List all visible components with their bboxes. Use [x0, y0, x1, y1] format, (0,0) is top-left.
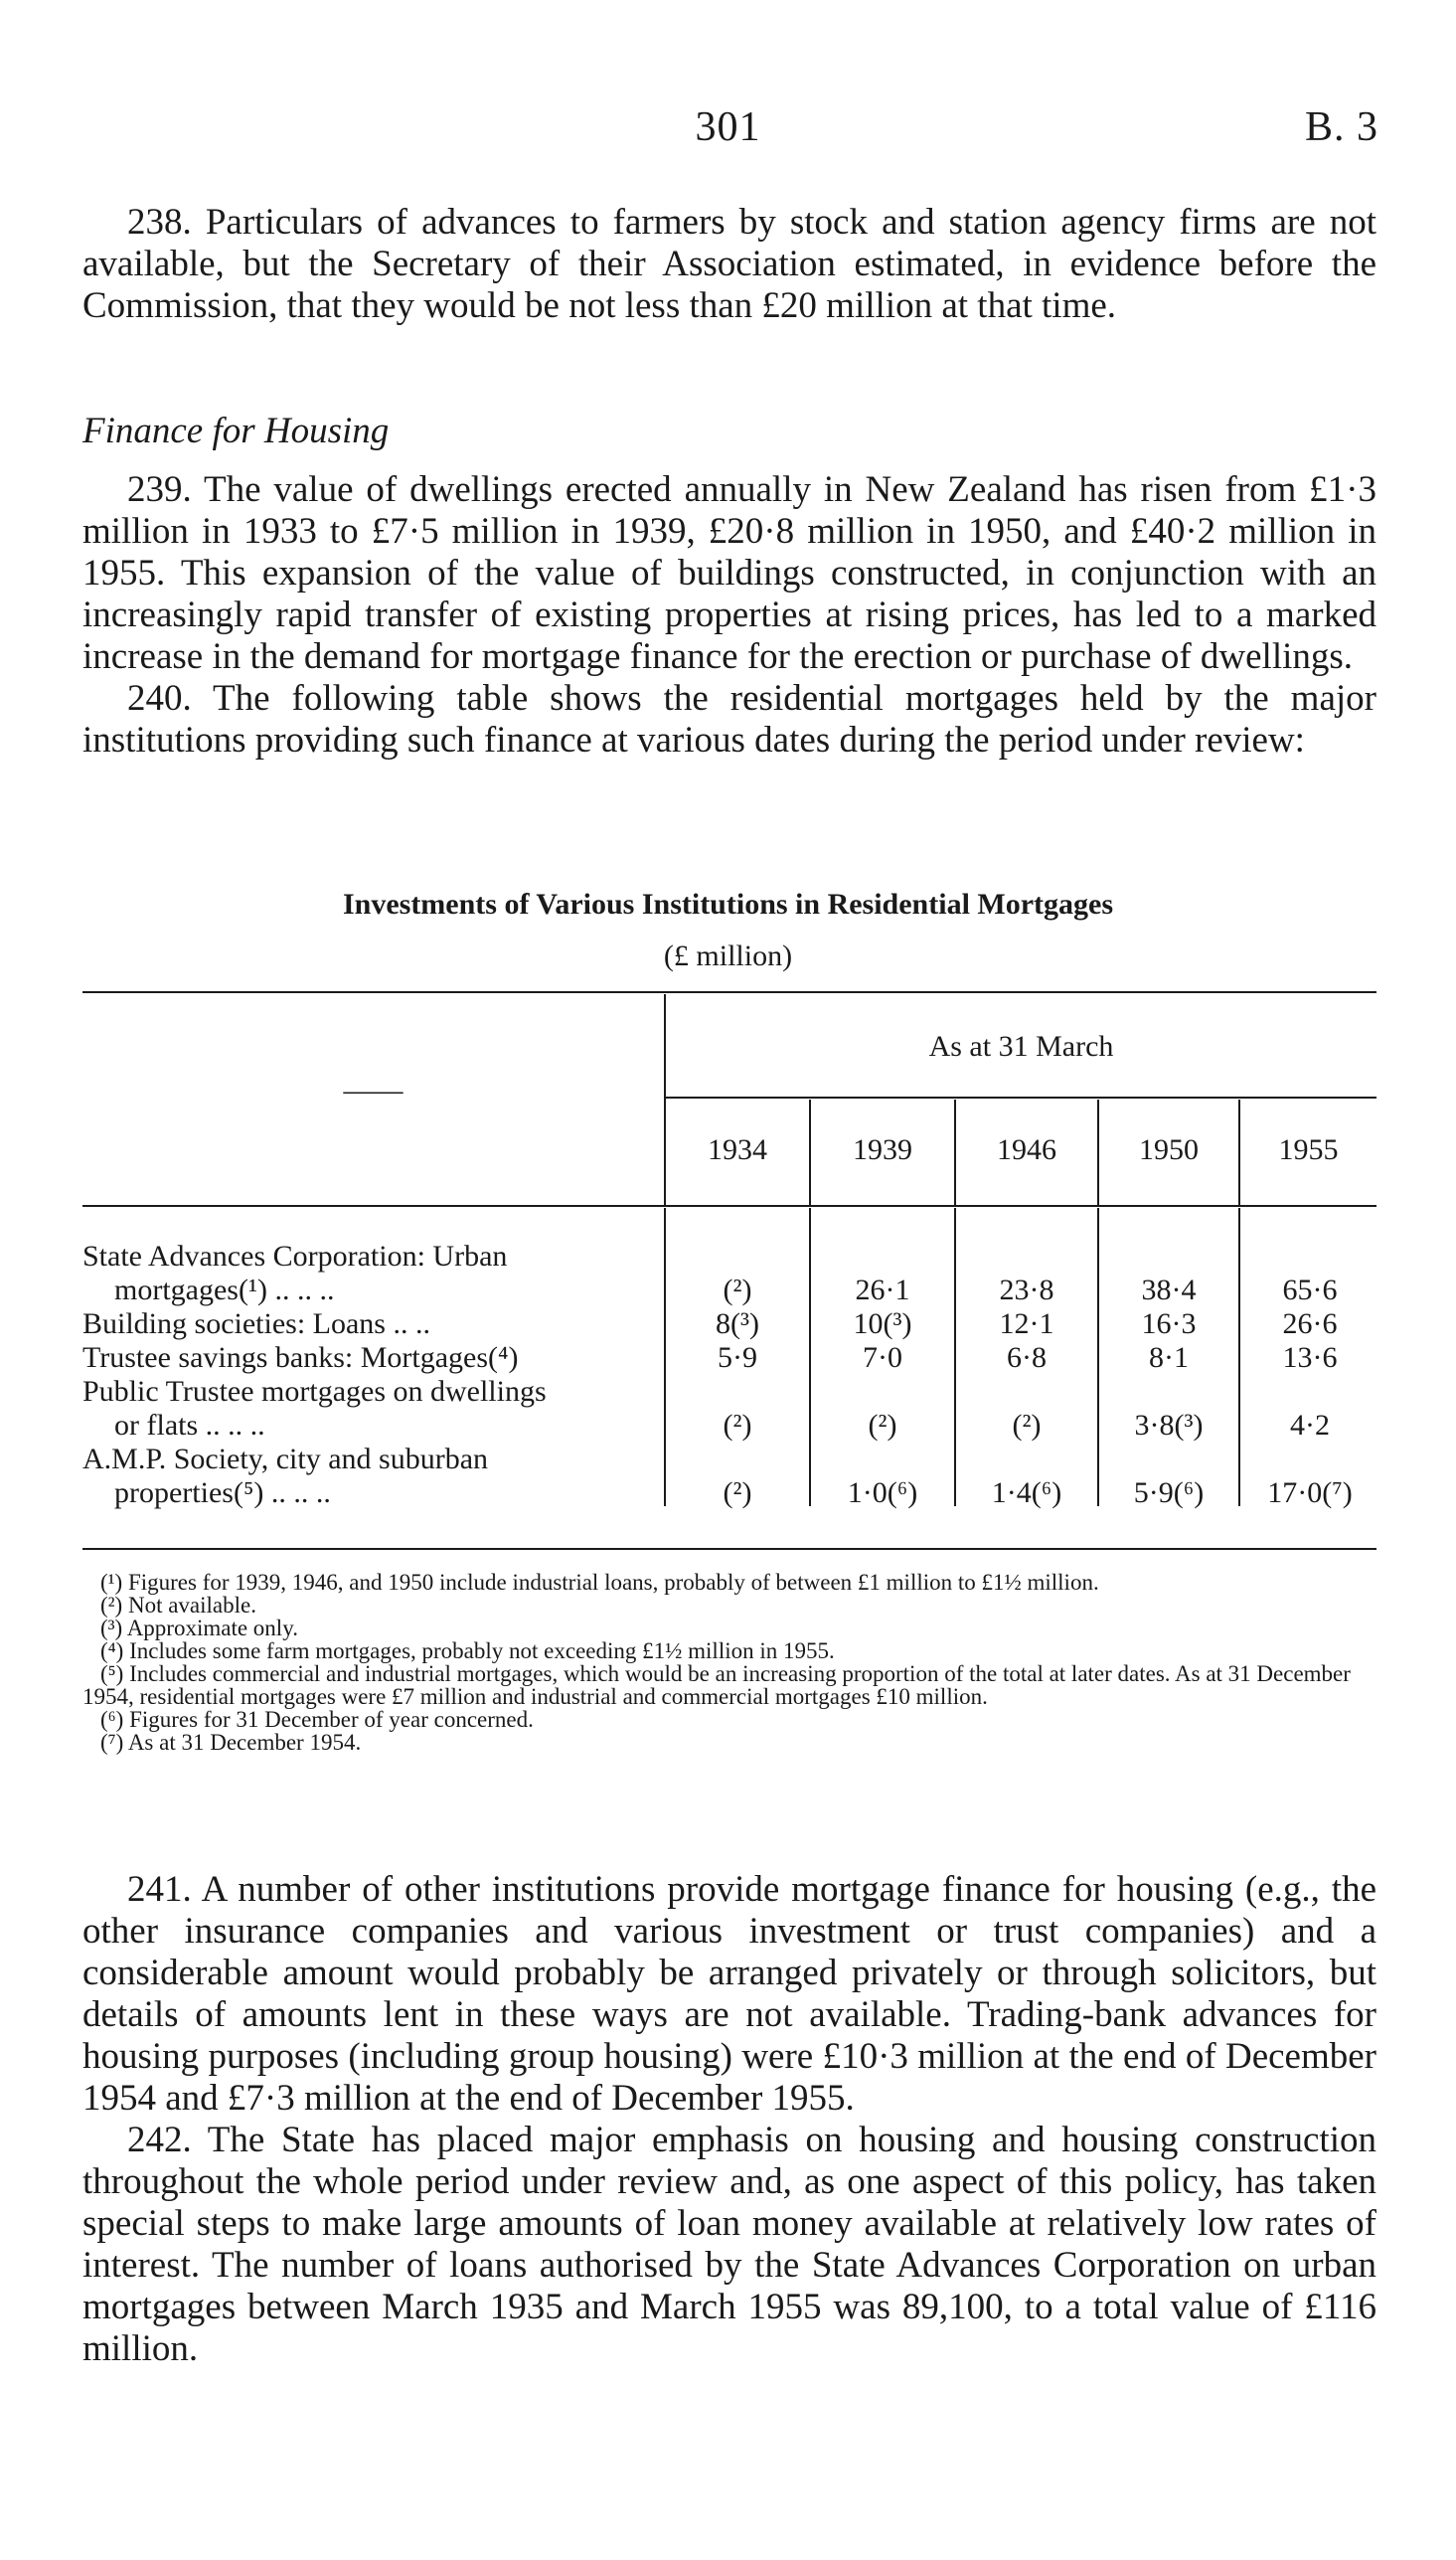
table-cell: 26·1: [855, 1274, 910, 1306]
footnote-3: (³) Approximate only.: [100, 1616, 298, 1640]
table-cell: 12·1: [999, 1307, 1054, 1340]
row-label-state-advances: [82, 1240, 639, 1307]
table-group-header: As at 31 March: [928, 1030, 1114, 1063]
paragraph-block-mid: [82, 469, 1376, 762]
table-cell: 6·8: [1007, 1341, 1047, 1374]
paragraph-238: 238. Particulars of advances to farmers by stock and station agency firms are not available, but the Secretary of their Association estimated, in evidence before the Commission, that they would be not less than £20 million at that time.: [82, 202, 1376, 326]
column-header-1950: 1950: [1139, 1133, 1199, 1166]
table-cell: (²): [1012, 1409, 1042, 1442]
table-stub-header: ——: [343, 1074, 404, 1107]
table-cell: 23·8: [999, 1274, 1054, 1306]
table-cell: 65·6: [1282, 1274, 1338, 1306]
document-reference: B. 3: [1304, 104, 1378, 150]
row-label-line: A.M.P. Society, city and suburban: [82, 1443, 489, 1475]
table-cell: (²): [723, 1409, 752, 1442]
table-cell: (²): [723, 1274, 752, 1306]
paragraph-241: 241. A number of other institutions provide mortgage finance for housing (e.g., the other insurance companies and various investment or trust companies) and a considerable amount would probably be arranged privately or through solicitors, but details of amounts lent in these ways are not available. Trading-bank advances for housing purposes (including group housing) were £10·3 million at the end of December 1954 and £7·3 million at the end of December 1955.: [82, 1869, 1376, 2119]
table-cell: 4·2: [1290, 1409, 1330, 1442]
table-body-divider-2: [954, 1208, 956, 1506]
table-cell: 17·0(⁷): [1267, 1476, 1353, 1509]
row-label-building-societies: [82, 1307, 639, 1341]
paragraph-242: 242. The State has placed major emphasis on housing and housing construction throughout the whole period under review and, as one aspect of this policy, has taken special steps to make large amounts of loan money available at relatively low rates of interest. The number of loans authorised by the State Advances Corporation on urban mortgages between March 1935 and March 1955 was 89,100, to a total value of £116 million.: [82, 2120, 1376, 2369]
table-cell: 38·4: [1141, 1274, 1197, 1306]
footnote-7: (⁷) As at 31 December 1954.: [100, 1730, 362, 1755]
table-footnotes: [82, 1571, 1376, 1754]
table-top-rule: [82, 991, 1376, 993]
table-cell: 16·3: [1141, 1307, 1197, 1340]
row-label-trustee-savings-banks: [82, 1341, 639, 1375]
column-header-1939: 1939: [853, 1133, 912, 1166]
table-cell: 3·8(³): [1134, 1409, 1204, 1442]
table-stub-divider: [664, 994, 666, 1205]
table-body-divider-0: [664, 1208, 666, 1506]
row-label-line: Building societies: Loans .. ..: [82, 1307, 430, 1340]
column-header-1955: 1955: [1278, 1133, 1339, 1166]
paragraph-240: 240. The following table shows the residential mortgages held by the major institutions providing such finance at various dates during the period under review:: [82, 678, 1376, 761]
row-label-line: mortgages(¹) .. .. ..: [114, 1274, 335, 1306]
table-bottom-rule: [82, 1548, 1376, 1550]
row-label-line: properties(⁵) .. .. ..: [114, 1476, 331, 1509]
table-body-divider-1: [809, 1208, 811, 1506]
table-cell: 26·6: [1282, 1307, 1338, 1340]
table-cell: (²): [723, 1476, 752, 1509]
page-number: 301: [695, 104, 761, 150]
table-cell: 7·0: [863, 1341, 902, 1374]
table-cell: (²): [868, 1409, 897, 1442]
row-label-line: Trustee savings banks: Mortgages(⁴): [82, 1341, 519, 1374]
column-header-1934: 1934: [708, 1133, 767, 1166]
table-header-rule: [82, 1205, 1376, 1207]
table-cell: 8·1: [1149, 1341, 1189, 1374]
section-heading: Finance for Housing: [82, 411, 390, 451]
row-label-line: Public Trustee mortgages on dwellings: [82, 1375, 547, 1408]
table-group-rule: [666, 1097, 1376, 1099]
column-header-1946: 1946: [997, 1133, 1056, 1166]
footnote-4: (⁴) Includes some farm mortgages, probably not exceeding £1½ million in 1955.: [100, 1638, 835, 1663]
row-label-public-trustee: [82, 1375, 639, 1443]
paragraph-block-top: [82, 202, 1376, 327]
table-cell: 1·4(⁶): [991, 1476, 1062, 1509]
table-cell: 5·9: [718, 1341, 757, 1374]
footnote-5: (⁵) Includes commercial and industrial mortgages, which would be an increasing proportion of the total at later dates. As at 31 December 1954, residential mortgages were £7 million and industrial and commercial mortgages £10 million.: [82, 1661, 1351, 1709]
table-cell: 8(³): [716, 1307, 759, 1340]
footnote-2: (²) Not available.: [100, 1593, 256, 1618]
table-unit: (£ million): [663, 939, 793, 972]
footnote-1: (¹) Figures for 1939, 1946, and 1950 include industrial loans, probably of between £1 million to £1½ million.: [100, 1570, 1099, 1595]
footnote-6: (⁶) Figures for 31 December of year concerned.: [100, 1707, 534, 1732]
row-label-amp-society: [82, 1443, 639, 1510]
row-label-line: State Advances Corporation: Urban: [82, 1240, 508, 1273]
table-title: Investments of Various Institutions in Residential Mortgages: [342, 888, 1114, 921]
row-label-line: or flats .. .. ..: [114, 1409, 265, 1442]
table-cell: 1·0(⁶): [847, 1476, 918, 1509]
table-cell: 10(³): [853, 1307, 912, 1340]
paragraph-block-bottom: [82, 1869, 1376, 2370]
paragraph-239: 239. The value of dwellings erected annually in New Zealand has risen from £1·3 million in 1933 to £7·5 million in 1939, £20·8 million in 1950, and £40·2 million in 1955. This expansion of the value of buildings constructed, in conjunction with an increasingly rapid transfer of existing properties at rising prices, has led to a marked increase in the demand for mortgage finance for the erection or purchase of dwellings.: [82, 469, 1376, 677]
table-cell: 13·6: [1282, 1341, 1338, 1374]
table-cell: 5·9(⁶): [1133, 1476, 1205, 1509]
